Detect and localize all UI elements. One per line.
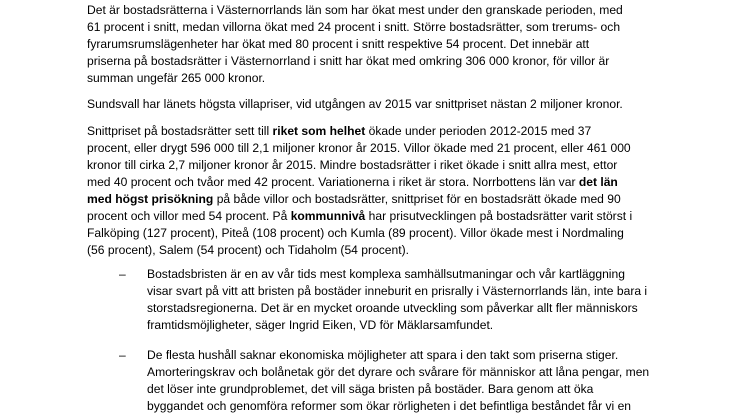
- text-line: Falköping (127 procent), Piteå (108 procent) och Kumla (89 procent). Villor ökade mest i Nordmaling: [87, 226, 624, 240]
- text-line: med högst prisökning på både villor och bostadsrätter, snittpriset för en bostadsrätt ökade med 90: [87, 192, 621, 206]
- text-line: procent, eller drygt 596 000 till 2,1 miljoner kronor år 2015. Villor ökade med 21 procent, eller 461 000: [87, 141, 631, 155]
- text-line: Snittpriset på bostadsrätter sett till riket som helhet ökade under perioden 2012-2015 med 37: [87, 124, 592, 138]
- dash-marker: –: [119, 267, 126, 281]
- text-line: det löser inte grundproblemet, det vill säga bristen på bostäder. Bara genom att öka: [147, 382, 594, 396]
- text-line: med 40 procent och tvåor med 42 procent. Variationerna i riket är stora. Norrbottens län var det län: [87, 175, 618, 189]
- bold-phrase-det-lan: det län: [578, 175, 618, 189]
- paragraph-vasternorrland-summary: [87, 2, 727, 87]
- text-line: visar svart på vitt att bristen på bostäder inneburit en prisrally i Västernorrlands län, inte bara i: [147, 284, 648, 298]
- text-line: byggandet och genomföra reformer som ökar rörligheten i det befintliga beståndet får vi en: [147, 399, 632, 413]
- text-line: (56 procent), Salem (54 procent) och Tidaholm (54 procent).: [87, 243, 409, 257]
- text-line: procent och villor med 54 procent. På kommunnivå har prisutvecklingen på bostadsrätter varit störst i: [87, 209, 633, 223]
- text-line: priserna på bostadsrätter i Västernorrland i snitt har ökat med omkring 306 000 kronor, för villor är: [87, 54, 610, 68]
- dash-marker: –: [119, 348, 126, 362]
- text-line: kronor till cirka 2,7 miljoner kronor år 2015. Mindre bostadsrätter i riket ökade i snitt allra mest, ettor: [87, 158, 618, 172]
- paragraph-national-overview: [87, 123, 727, 259]
- text-line: Amorteringskrav och bolånetak gör det dyrare och svårare för människor att låna pengar, men: [147, 365, 650, 379]
- text-line: framtidsmöjligheter, säger Ingrid Eiken, VD för Mäklarsamfundet.: [147, 318, 494, 332]
- text-line: Det är bostadsrätterna i Västernorrlands län som har ökat mest under den granskade perioden, med: [87, 3, 623, 17]
- text-line: summan ungefär 265 000 kronor.: [87, 71, 266, 85]
- text-line: Sundsvall har länets högsta villapriser, vid utgången av 2015 var snittpriset nästan 2 miljoner kronor.: [87, 97, 623, 111]
- text-line: De flesta hushåll saknar ekonomiska möjligheter att spara i den takt som priserna stiger.: [147, 348, 619, 362]
- text-line: fyrarumsrumslägenheter har ökat med 80 procent i snitt respektive 54 procent. Det innebär att: [87, 37, 590, 51]
- bold-phrase-riket: riket som helhet: [272, 124, 366, 138]
- bold-phrase-kommunniva: kommunnivå: [290, 209, 366, 223]
- text-line: storstadsregionerna. Det är en mycket oroande utveckling som påverkar allt fler människors: [147, 301, 638, 315]
- text-line: 61 procent i snitt, medan villorna ökat med 24 procent i snitt. Större bostadsrätter, som trerums- och: [87, 20, 621, 34]
- text-line: Bostadsbristen är en av vår tids mest komplexa samhällsutmaningar och vår kartläggning: [147, 267, 625, 281]
- bold-phrase-prisokning: med högst prisökning: [87, 192, 214, 206]
- paragraph-sundsvall: [87, 96, 727, 113]
